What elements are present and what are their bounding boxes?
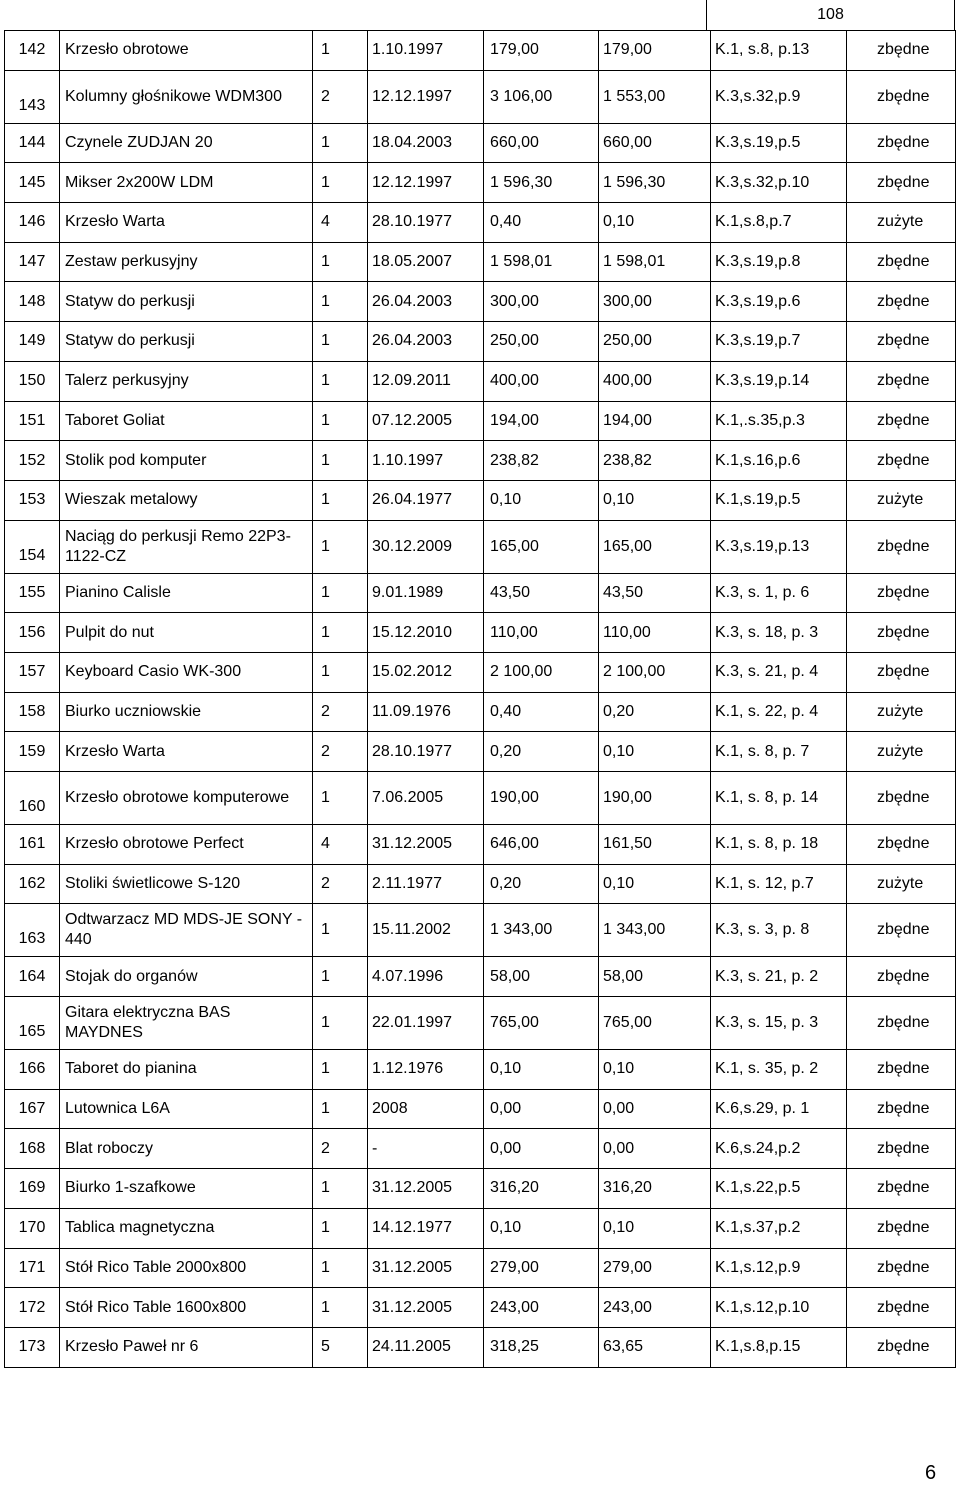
item-name-cell: Pianino Calisle (60, 573, 313, 613)
item-name-cell: Stojak do organów (60, 957, 313, 997)
quantity-cell: 1 (313, 573, 368, 613)
total-value-cell: 250,00 (484, 322, 599, 362)
quantity-cell: 1 (313, 1288, 368, 1328)
status-cell: zbędne (847, 361, 956, 401)
status-cell: zbędne (847, 1050, 956, 1090)
acquisition-date-cell: 11.09.1976 (368, 692, 484, 732)
item-name-cell: Odtwarzacz MD MDS-JE SONY - 440 (60, 904, 313, 957)
unit-value-cell: 250,00 (599, 322, 711, 362)
book-reference-cell: K.3,s.32,p.10 (711, 163, 847, 203)
item-name-cell: Stoliki świetlicowe S-120 (60, 864, 313, 904)
acquisition-date-cell: 26.04.2003 (368, 282, 484, 322)
status-cell: zbędne (847, 904, 956, 957)
table-row (5, 1248, 956, 1288)
table-row (5, 1129, 956, 1169)
row-number-cell: 147 (5, 242, 60, 282)
book-reference-cell: K.1,s.8,p.15 (711, 1327, 847, 1367)
row-number-cell: 157 (5, 652, 60, 692)
row-number-cell: 162 (5, 864, 60, 904)
acquisition-date-cell: 31.12.2005 (368, 1248, 484, 1288)
unit-value-cell: 194,00 (599, 401, 711, 441)
status-cell: zbędne (847, 613, 956, 653)
quantity-cell: 1 (313, 652, 368, 692)
unit-value-cell: 43,50 (599, 573, 711, 613)
row-number-cell: 166 (5, 1050, 60, 1090)
quantity-cell: 4 (313, 203, 368, 243)
item-name-cell: Taboret do pianina (60, 1050, 313, 1090)
total-value-cell: 0,40 (484, 692, 599, 732)
item-name-cell: Zestaw perkusyjny (60, 242, 313, 282)
row-number-cell: 168 (5, 1129, 60, 1169)
acquisition-date-cell: 1.12.1976 (368, 1050, 484, 1090)
table-row (5, 31, 956, 71)
table-row (5, 997, 956, 1050)
status-cell: zużyte (847, 480, 956, 520)
unit-value-cell: 1 598,01 (599, 242, 711, 282)
book-reference-cell: K.1, s.8, p.13 (711, 31, 847, 71)
total-value-cell: 110,00 (484, 613, 599, 653)
quantity-cell: 2 (313, 70, 368, 123)
unit-value-cell: 300,00 (599, 282, 711, 322)
unit-value-cell: 0,10 (599, 1050, 711, 1090)
row-number-cell: 153 (5, 480, 60, 520)
item-name-cell: Mikser 2x200W LDM (60, 163, 313, 203)
acquisition-date-cell: 22.01.1997 (368, 997, 484, 1050)
quantity-cell: 1 (313, 904, 368, 957)
book-reference-cell: K.3,s.19,p.13 (711, 520, 847, 573)
book-reference-cell: K.3, s. 21, p. 2 (711, 957, 847, 997)
page-number-top: 108 (706, 0, 955, 30)
unit-value-cell: 110,00 (599, 613, 711, 653)
status-cell: zużyte (847, 692, 956, 732)
row-number-cell: 154 (5, 520, 60, 573)
row-number-cell: 155 (5, 573, 60, 613)
table-row (5, 613, 956, 653)
book-reference-cell: K.3, s. 21, p. 4 (711, 652, 847, 692)
book-reference-cell: K.1, s. 12, p.7 (711, 864, 847, 904)
table-row (5, 203, 956, 243)
row-number-cell: 158 (5, 692, 60, 732)
book-reference-cell: K.1, s. 8, p. 14 (711, 772, 847, 825)
book-reference-cell: K.3, s. 3, p. 8 (711, 904, 847, 957)
row-number-cell: 165 (5, 997, 60, 1050)
book-reference-cell: K.1,s.12,p.10 (711, 1288, 847, 1328)
item-name-cell: Stolik pod komputer (60, 441, 313, 481)
total-value-cell: 0,10 (484, 1050, 599, 1090)
acquisition-date-cell: 15.02.2012 (368, 652, 484, 692)
quantity-cell: 1 (313, 480, 368, 520)
quantity-cell: 1 (313, 242, 368, 282)
acquisition-date-cell: - (368, 1129, 484, 1169)
book-reference-cell: K.3, s. 1, p. 6 (711, 573, 847, 613)
quantity-cell: 1 (313, 163, 368, 203)
quantity-cell: 2 (313, 1129, 368, 1169)
acquisition-date-cell: 31.12.2005 (368, 1169, 484, 1209)
status-cell: zbędne (847, 825, 956, 865)
item-name-cell: Krzesło obrotowe Perfect (60, 825, 313, 865)
unit-value-cell: 316,20 (599, 1169, 711, 1209)
table-row (5, 772, 956, 825)
status-cell: zbędne (847, 163, 956, 203)
status-cell: zbędne (847, 652, 956, 692)
table-row (5, 322, 956, 362)
book-reference-cell: K.6,s.24,p.2 (711, 1129, 847, 1169)
unit-value-cell: 0,00 (599, 1129, 711, 1169)
item-name-cell: Talerz perkusyjny (60, 361, 313, 401)
book-reference-cell: K.1, s. 8, p. 18 (711, 825, 847, 865)
acquisition-date-cell: 4.07.1996 (368, 957, 484, 997)
row-number-cell: 172 (5, 1288, 60, 1328)
total-value-cell: 58,00 (484, 957, 599, 997)
status-cell: zbędne (847, 1089, 956, 1129)
quantity-cell: 1 (313, 1050, 368, 1090)
table-row (5, 1327, 956, 1367)
unit-value-cell: 0,10 (599, 203, 711, 243)
item-name-cell: Stół Rico Table 1600x800 (60, 1288, 313, 1328)
quantity-cell: 4 (313, 825, 368, 865)
quantity-cell: 1 (313, 123, 368, 163)
status-cell: zbędne (847, 31, 956, 71)
quantity-cell: 2 (313, 692, 368, 732)
quantity-cell: 1 (313, 997, 368, 1050)
quantity-cell: 1 (313, 772, 368, 825)
total-value-cell: 765,00 (484, 997, 599, 1050)
row-number-cell: 149 (5, 322, 60, 362)
status-cell: zbędne (847, 1327, 956, 1367)
acquisition-date-cell: 30.12.2009 (368, 520, 484, 573)
unit-value-cell: 400,00 (599, 361, 711, 401)
status-cell: zbędne (847, 401, 956, 441)
table-row (5, 573, 956, 613)
book-reference-cell: K.1,s.8,p.7 (711, 203, 847, 243)
status-cell: zbędne (847, 957, 956, 997)
row-number-cell: 156 (5, 613, 60, 653)
table-row (5, 361, 956, 401)
inventory-table-body (5, 31, 956, 1368)
table-row (5, 163, 956, 203)
table-row (5, 957, 956, 997)
acquisition-date-cell: 12.09.2011 (368, 361, 484, 401)
acquisition-date-cell: 18.04.2003 (368, 123, 484, 163)
unit-value-cell: 765,00 (599, 997, 711, 1050)
table-row (5, 1208, 956, 1248)
status-cell: zużyte (847, 864, 956, 904)
row-number-cell: 150 (5, 361, 60, 401)
quantity-cell: 1 (313, 613, 368, 653)
book-reference-cell: K.3,s.19,p.7 (711, 322, 847, 362)
row-number-cell: 171 (5, 1248, 60, 1288)
item-name-cell: Blat roboczy (60, 1129, 313, 1169)
quantity-cell: 1 (313, 1089, 368, 1129)
table-row (5, 692, 956, 732)
quantity-cell: 1 (313, 1208, 368, 1248)
row-number-cell: 164 (5, 957, 60, 997)
status-cell: zbędne (847, 1129, 956, 1169)
row-number-cell: 160 (5, 772, 60, 825)
item-name-cell: Statyw do perkusji (60, 322, 313, 362)
item-name-cell: Kolumny głośnikowe WDM300 (60, 70, 313, 123)
row-number-cell: 143 (5, 70, 60, 123)
item-name-cell: Krzesło Warta (60, 732, 313, 772)
status-cell: zbędne (847, 242, 956, 282)
total-value-cell: 179,00 (484, 31, 599, 71)
unit-value-cell: 0,10 (599, 1208, 711, 1248)
unit-value-cell: 243,00 (599, 1288, 711, 1328)
quantity-cell: 1 (313, 520, 368, 573)
unit-value-cell: 1 343,00 (599, 904, 711, 957)
quantity-cell: 1 (313, 31, 368, 71)
row-number-cell: 163 (5, 904, 60, 957)
acquisition-date-cell: 12.12.1997 (368, 70, 484, 123)
quantity-cell: 1 (313, 322, 368, 362)
status-cell: zbędne (847, 1208, 956, 1248)
book-reference-cell: K.1,s.19,p.5 (711, 480, 847, 520)
row-number-cell: 170 (5, 1208, 60, 1248)
quantity-cell: 1 (313, 1248, 368, 1288)
table-row (5, 70, 956, 123)
item-name-cell: Lutownica L6A (60, 1089, 313, 1129)
acquisition-date-cell: 28.10.1977 (368, 732, 484, 772)
row-number-cell: 161 (5, 825, 60, 865)
acquisition-date-cell: 18.05.2007 (368, 242, 484, 282)
quantity-cell: 1 (313, 441, 368, 481)
status-cell: zbędne (847, 772, 956, 825)
table-row (5, 123, 956, 163)
acquisition-date-cell: 15.11.2002 (368, 904, 484, 957)
unit-value-cell: 0,10 (599, 864, 711, 904)
table-row (5, 242, 956, 282)
table-row (5, 520, 956, 573)
book-reference-cell: K.3,s.19,p.14 (711, 361, 847, 401)
total-value-cell: 165,00 (484, 520, 599, 573)
book-reference-cell: K.1,s.12,p.9 (711, 1248, 847, 1288)
total-value-cell: 1 343,00 (484, 904, 599, 957)
table-row (5, 652, 956, 692)
acquisition-date-cell: 31.12.2005 (368, 1288, 484, 1328)
acquisition-date-cell: 2008 (368, 1089, 484, 1129)
unit-value-cell: 58,00 (599, 957, 711, 997)
unit-value-cell: 279,00 (599, 1248, 711, 1288)
quantity-cell: 1 (313, 957, 368, 997)
item-name-cell: Biurko uczniowskie (60, 692, 313, 732)
table-row (5, 441, 956, 481)
acquisition-date-cell: 14.12.1977 (368, 1208, 484, 1248)
row-number-cell: 142 (5, 31, 60, 71)
book-reference-cell: K.1,s.37,p.2 (711, 1208, 847, 1248)
table-row (5, 1050, 956, 1090)
unit-value-cell: 0,10 (599, 732, 711, 772)
row-number-cell: 148 (5, 282, 60, 322)
total-value-cell: 0,00 (484, 1089, 599, 1129)
book-reference-cell: K.1, s. 35, p. 2 (711, 1050, 847, 1090)
unit-value-cell: 165,00 (599, 520, 711, 573)
item-name-cell: Czynele ZUDJAN 20 (60, 123, 313, 163)
total-value-cell: 194,00 (484, 401, 599, 441)
unit-value-cell: 190,00 (599, 772, 711, 825)
table-row (5, 1089, 956, 1129)
item-name-cell: Naciąg do perkusji Remo 22P3-1122-CZ (60, 520, 313, 573)
inventory-table (4, 30, 956, 1368)
total-value-cell: 300,00 (484, 282, 599, 322)
row-number-cell: 169 (5, 1169, 60, 1209)
acquisition-date-cell: 15.12.2010 (368, 613, 484, 653)
table-row (5, 401, 956, 441)
total-value-cell: 43,50 (484, 573, 599, 613)
acquisition-date-cell: 12.12.1997 (368, 163, 484, 203)
quantity-cell: 1 (313, 361, 368, 401)
unit-value-cell: 0,10 (599, 480, 711, 520)
acquisition-date-cell: 2.11.1977 (368, 864, 484, 904)
status-cell: zużyte (847, 203, 956, 243)
status-cell: zbędne (847, 70, 956, 123)
item-name-cell: Krzesło obrotowe komputerowe (60, 772, 313, 825)
page-number-bottom: 6 (925, 1462, 937, 1484)
acquisition-date-cell: 26.04.2003 (368, 322, 484, 362)
table-row (5, 1169, 956, 1209)
quantity-cell: 2 (313, 732, 368, 772)
item-name-cell: Statyw do perkusji (60, 282, 313, 322)
total-value-cell: 318,25 (484, 1327, 599, 1367)
book-reference-cell: K.3,s.19,p.6 (711, 282, 847, 322)
item-name-cell: Krzesło obrotowe (60, 31, 313, 71)
status-cell: zbędne (847, 1288, 956, 1328)
unit-value-cell: 0,20 (599, 692, 711, 732)
total-value-cell: 279,00 (484, 1248, 599, 1288)
total-value-cell: 3 106,00 (484, 70, 599, 123)
total-value-cell: 316,20 (484, 1169, 599, 1209)
table-row (5, 904, 956, 957)
status-cell: zbędne (847, 573, 956, 613)
acquisition-date-cell: 28.10.1977 (368, 203, 484, 243)
acquisition-date-cell: 07.12.2005 (368, 401, 484, 441)
book-reference-cell: K.1,s.22,p.5 (711, 1169, 847, 1209)
total-value-cell: 238,82 (484, 441, 599, 481)
acquisition-date-cell: 26.04.1977 (368, 480, 484, 520)
row-number-cell: 167 (5, 1089, 60, 1129)
item-name-cell: Gitara elektryczna BAS MAYDNES (60, 997, 313, 1050)
total-value-cell: 1 596,30 (484, 163, 599, 203)
book-reference-cell: K.3,s.19,p.8 (711, 242, 847, 282)
total-value-cell: 0,40 (484, 203, 599, 243)
unit-value-cell: 660,00 (599, 123, 711, 163)
status-cell: zbędne (847, 322, 956, 362)
unit-value-cell: 238,82 (599, 441, 711, 481)
item-name-cell: Stół Rico Table 2000x800 (60, 1248, 313, 1288)
status-cell: zbędne (847, 997, 956, 1050)
table-row (5, 864, 956, 904)
item-name-cell: Pulpit do nut (60, 613, 313, 653)
unit-value-cell: 1 553,00 (599, 70, 711, 123)
total-value-cell: 660,00 (484, 123, 599, 163)
total-value-cell: 243,00 (484, 1288, 599, 1328)
status-cell: zbędne (847, 123, 956, 163)
total-value-cell: 0,10 (484, 480, 599, 520)
unit-value-cell: 63,65 (599, 1327, 711, 1367)
acquisition-date-cell: 1.10.1997 (368, 31, 484, 71)
acquisition-date-cell: 31.12.2005 (368, 825, 484, 865)
table-row (5, 480, 956, 520)
acquisition-date-cell: 7.06.2005 (368, 772, 484, 825)
item-name-cell: Krzesło Warta (60, 203, 313, 243)
total-value-cell: 0,10 (484, 1208, 599, 1248)
total-value-cell: 0,20 (484, 864, 599, 904)
table-row (5, 282, 956, 322)
book-reference-cell: K.3, s. 18, p. 3 (711, 613, 847, 653)
total-value-cell: 0,20 (484, 732, 599, 772)
unit-value-cell: 2 100,00 (599, 652, 711, 692)
book-reference-cell: K.1, s. 22, p. 4 (711, 692, 847, 732)
row-number-cell: 152 (5, 441, 60, 481)
table-row (5, 732, 956, 772)
row-number-cell: 146 (5, 203, 60, 243)
row-number-cell: 145 (5, 163, 60, 203)
item-name-cell: Biurko 1-szafkowe (60, 1169, 313, 1209)
status-cell: zbędne (847, 1169, 956, 1209)
quantity-cell: 1 (313, 282, 368, 322)
unit-value-cell: 179,00 (599, 31, 711, 71)
book-reference-cell: K.3, s. 15, p. 3 (711, 997, 847, 1050)
acquisition-date-cell: 1.10.1997 (368, 441, 484, 481)
item-name-cell: Wieszak metalowy (60, 480, 313, 520)
item-name-cell: Keyboard Casio WK-300 (60, 652, 313, 692)
total-value-cell: 0,00 (484, 1129, 599, 1169)
unit-value-cell: 1 596,30 (599, 163, 711, 203)
quantity-cell: 1 (313, 401, 368, 441)
item-name-cell: Taboret Goliat (60, 401, 313, 441)
unit-value-cell: 161,50 (599, 825, 711, 865)
item-name-cell: Tablica magnetyczna (60, 1208, 313, 1248)
book-reference-cell: K.3,s.32,p.9 (711, 70, 847, 123)
table-row (5, 825, 956, 865)
item-name-cell: Krzesło Paweł nr 6 (60, 1327, 313, 1367)
quantity-cell: 2 (313, 864, 368, 904)
total-value-cell: 2 100,00 (484, 652, 599, 692)
acquisition-date-cell: 9.01.1989 (368, 573, 484, 613)
acquisition-date-cell: 24.11.2005 (368, 1327, 484, 1367)
unit-value-cell: 0,00 (599, 1089, 711, 1129)
row-number-cell: 173 (5, 1327, 60, 1367)
book-reference-cell: K.6,s.29, p. 1 (711, 1089, 847, 1129)
total-value-cell: 400,00 (484, 361, 599, 401)
quantity-cell: 1 (313, 1169, 368, 1209)
row-number-cell: 151 (5, 401, 60, 441)
row-number-cell: 159 (5, 732, 60, 772)
status-cell: zbędne (847, 441, 956, 481)
total-value-cell: 190,00 (484, 772, 599, 825)
status-cell: zużyte (847, 732, 956, 772)
status-cell: zbędne (847, 520, 956, 573)
total-value-cell: 1 598,01 (484, 242, 599, 282)
book-reference-cell: K.1,.s.35,p.3 (711, 401, 847, 441)
book-reference-cell: K.1,s.16,p.6 (711, 441, 847, 481)
book-reference-cell: K.1, s. 8, p. 7 (711, 732, 847, 772)
book-reference-cell: K.3,s.19,p.5 (711, 123, 847, 163)
table-row (5, 1288, 956, 1328)
status-cell: zbędne (847, 1248, 956, 1288)
status-cell: zbędne (847, 282, 956, 322)
quantity-cell: 5 (313, 1327, 368, 1367)
total-value-cell: 646,00 (484, 825, 599, 865)
row-number-cell: 144 (5, 123, 60, 163)
